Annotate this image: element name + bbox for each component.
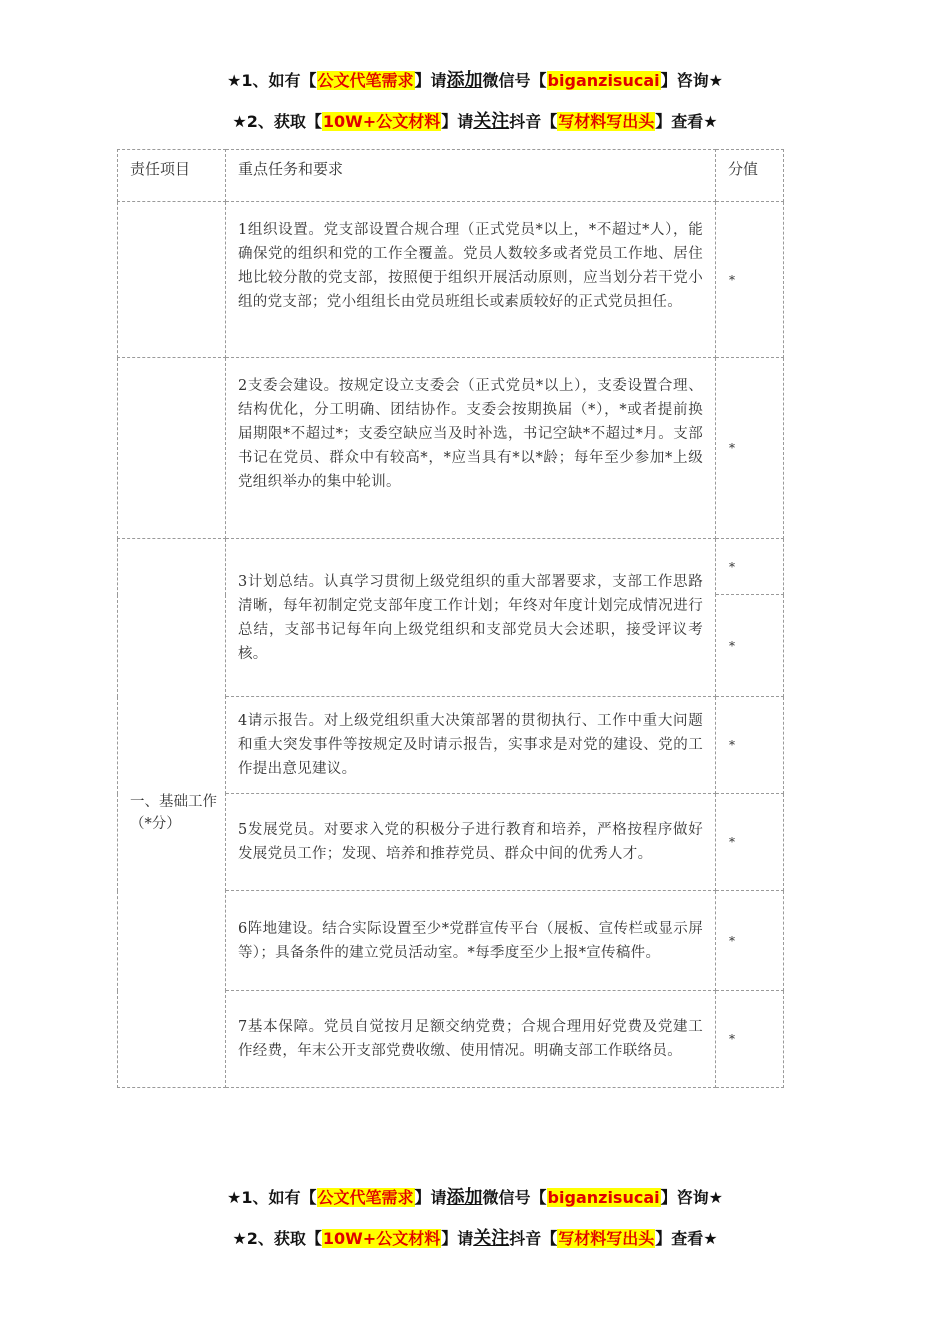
banner-text: 微信号【 [482,71,547,90]
promo-banner-top-line1 [0,70,950,92]
banner-underline: 添加 [446,70,483,91]
banner-underline: 添加 [446,1187,483,1208]
banner-highlight: 公文代笔需求 [317,1188,414,1207]
banner-underline: 关注 [473,1228,510,1249]
banner-text: 抖音【 [509,1229,558,1248]
score-4: * [729,738,735,752]
task-text-7: 7基本保障。党员自觉按月足额交纳党费；合规合理用好党费及党建工作经费，年末公开支部党费收缴、使用情况。明确支部工作联络员。 [238,1019,703,1059]
task-text-4: 4请示报告。对上级党组织重大决策部署的贯彻执行、工作中重大问题和重大突发事件等按规定及时请示报告，实事求是对党的建设、党的工作提出意见建议。 [238,713,703,777]
banner-text: ★2、获取【 [232,1229,322,1248]
score-2: * [729,441,735,455]
banner-text: ★1、如有【 [227,71,317,90]
promo-banner-bottom-line2 [0,1228,950,1250]
banner-text: 】请 [441,1229,474,1248]
banner-highlight: 10W+公文材料 [322,1229,441,1248]
table-row [118,539,784,595]
banner-underline: 关注 [473,111,510,132]
banner-highlight: 10W+公文材料 [322,112,441,131]
promo-banner-bottom-line1 [0,1187,950,1209]
banner-text: 】查看★ [655,1229,718,1248]
banner-text: 】咨询★ [660,1188,723,1207]
table-row [118,202,784,358]
banner-text: 微信号【 [482,1188,547,1207]
promo-banner-top-line2 [0,111,950,133]
banner-text: 】请 [414,71,447,90]
table-row [118,358,784,539]
table-header-row [118,150,784,202]
category-label: 一、基础工作（*分） [130,794,217,832]
score-5: * [729,835,735,849]
task-text-5: 5发展党员。对要求入党的积极分子进行教育和培养，严格按程序做好发展党员工作；发现、培养和推荐党员、群众中间的优秀人才。 [238,822,703,862]
task-text-1: 1组织设置。党支部设置合规合理（正式党员*以上，*不超过*人），能确保党的组织和党的工作全覆盖。党员人数较多或者党员工作地、居住地比较分散的党支部，按照便于组织开展活动原则，应当划分若干党小组的党支部；党小组组长由党员班组长或素质较好的正式党员担任。 [238,222,703,310]
banner-douyin-id: 写材料写出头 [558,112,655,131]
task-text-6: 6阵地建设。结合实际设置至少*党群宣传平台（展板、宣传栏或显示屏等）；具备条件的建立党员活动室。*每季度至少上报*宣传稿件。 [238,920,703,961]
header-item: 责任项目 [130,160,191,178]
header-task: 重点任务和要求 [238,160,344,178]
banner-text: ★2、获取【 [232,112,322,131]
header-score: 分值 [728,160,759,178]
banner-text: ★1、如有【 [227,1188,317,1207]
banner-text: 】查看★ [655,112,718,131]
score-7: * [729,1032,735,1046]
banner-douyin-id: 写材料写出头 [558,1229,655,1248]
task-text-2: 2支委会建设。按规定设立支委会（正式党员*以上），支委设置合理、结构优化，分工明确、团结协作。支委会按期换届（*），*或者提前换届期限*不超过*；支委空缺应当及时补选，书记空缺*不超过*月。支部书记在党员、群众中有较高*，*应当具有*以*龄；每年至少参加*上级党组织举办的集中轮训。 [238,378,703,490]
responsibility-table [117,149,784,1088]
score-6: * [729,933,735,948]
banner-text: 】请 [441,112,474,131]
banner-wechat-id: biganzisucai [547,1188,660,1207]
banner-text: 抖音【 [509,112,558,131]
banner-highlight: 公文代笔需求 [317,71,414,90]
banner-wechat-id: biganzisucai [547,71,660,90]
banner-text: 】咨询★ [660,71,723,90]
task-text-3: 3计划总结。认真学习贯彻上级党组织的重大部署要求，支部工作思路清晰，每年初制定党支部年度工作计划；年终对年度计划完成情况进行总结，支部书记每年向上级党组织和支部党员大会述职，接受评议考核。 [238,573,703,662]
score-1: * [729,272,735,287]
score-3b: * [729,638,735,653]
score-3a: * [729,559,735,574]
banner-text: 】请 [414,1188,447,1207]
